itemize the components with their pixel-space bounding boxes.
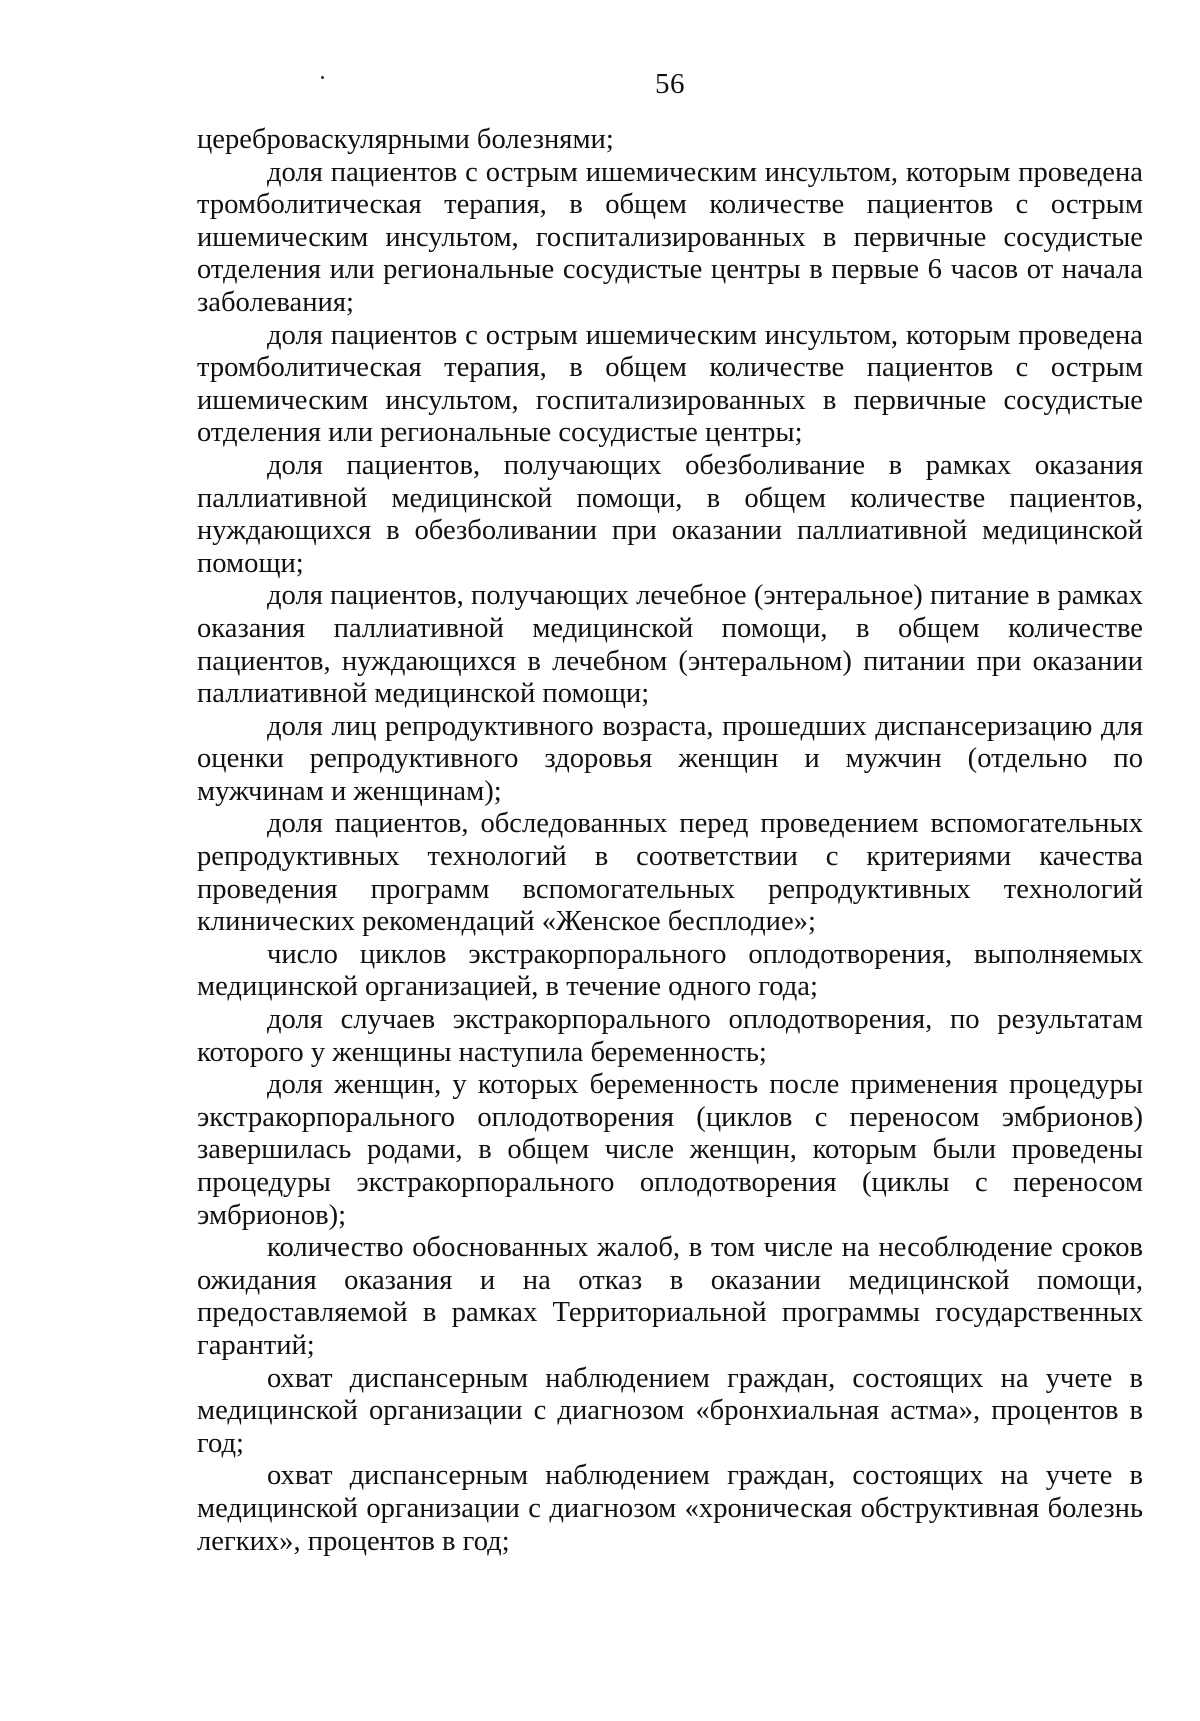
page-number: 56 [655,68,685,100]
paragraph: охват диспансерным наблюдением граждан, состоящих на учете в медицинской организации с диагнозом «бронхиальная астма», процентов в год; [197,1362,1143,1459]
paragraph: доля случаев экстракорпорального оплодотворения, по результатам которого у женщины наступила беременность; [197,1004,1143,1068]
paragraph: доля пациентов с острым ишемическим инсультом, которым проведена тромболитическая терапия, в общем количестве пациентов с острым ишемическим инсультом, госпитализированных в первичные сосудистые отделения или региональные сосудистые центры; [197,319,1143,449]
paragraph: цереброваскулярными болезнями; [197,124,614,155]
paragraph: доля лиц репродуктивного возраста, прошедших диспансеризацию для оценки репродуктивного здоровья женщин и мужчин (отдельно по мужчинам и женщинам); [197,710,1143,807]
paragraph: число циклов экстракорпорального оплодотворения, выполняемых медицинской организацией, в течение одного года; [197,938,1143,1003]
paragraph: количество обоснованных жалоб, в том числе на несоблюдение сроков ожидания оказания и на отказ в оказании медицинской помощи, предоставляемой в рамках Территориальной программы государственных гарантий; [197,1232,1143,1361]
paragraph: доля женщин, у которых беременность после применения процедуры экстракорпорального оплодотворения (циклов с переносом эмбрионов) завершилась родами, в общем числе женщин, которым были проведены процедуры экстракорпорального оплодотворения (циклы с переносом эмбрионов); [197,1069,1143,1231]
paragraph: доля пациентов, получающих обезболивание в рамках оказания паллиативной медицинской помощи, в общем количестве пациентов, нуждающихся в обезболивании при оказании паллиативной медицинской помощи; [197,449,1143,579]
document-body [197,124,1143,1558]
paragraph: охват диспансерным наблюдением граждан, состоящих на учете в медицинской организации с диагнозом «хроническая обструктивная болезнь легких», процентов в год; [197,1460,1143,1557]
paragraph: доля пациентов, получающих лечебное (энтеральное) питание в рамках оказания паллиативной медицинской помощи, в общем количестве пациентов, нуждающихся в лечебном (энтеральном) питании при оказании паллиативной медицинской помощи; [197,580,1143,710]
paragraph: доля пациентов, обследованных перед проведением вспомогательных репродуктивных технологий в соответствии с критериями качества проведения программ вспомогательных репродуктивных технологий клинических рекомендаций «Женское бесплодие»; [197,808,1143,938]
paragraph: доля пациентов с острым ишемическим инсультом, которым проведена тромболитическая терапия, в общем количестве пациентов с острым ишемическим инсультом, госпитализированных в первичные сосудистые отделения или региональные сосудистые центры в первые 6 часов от начала заболевания; [197,156,1143,318]
